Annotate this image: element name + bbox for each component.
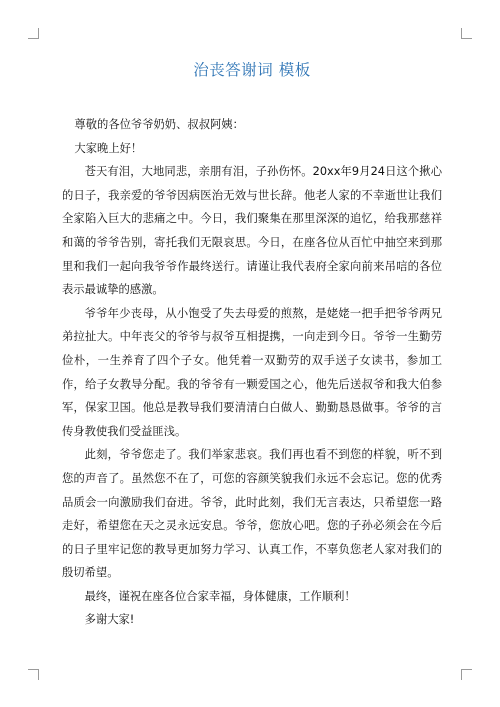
paragraph-mourning: 苍天有泪，大地同悲，亲朋有泪，子孙伤怀。20xx年9月24日这个揪心的日子，我亲爱的爷爷因病医治无效与世长辞。他老人家的不幸逝世让我们全家陷入巨大的悲痛之中。今日，我们聚集在那里深深的追忆，给我那慈祥和蔼的爷爷告别，寄托我们无限哀思。今日，在座各位从百忙中抽空来到那里和我们一起向我爷爷作最终送行。请谨让我代表府全家向前来吊唁的各位表示最诚挚的感激。	[62, 165, 442, 297]
crop-mark-bottom-left	[28, 669, 39, 680]
crop-mark-top-right	[461, 28, 472, 39]
salutation: 尊敬的各位爷爷奶奶、叔叔阿姨：	[74, 118, 244, 131]
greeting: 大家晚上好！	[74, 141, 143, 155]
paragraph-biography: 爷爷年少丧母，从小饱受了失去母爱的煎熬，是姥姥一把手把爷爷两兄弟拉扯大。中年丧父的爷爷与叔爷互相提携，一向走到今日。爷爷一生勤劳俭朴，一生养育了四个子女。他凭着一双勤劳的双手送子女读书，参加工作，给子女教导分配。我的爷爷有一颗爱国之心，他先后送叔爷和我大伯参军，保家卫国。他总是教导我们要清清白白做人、勤勤恳恳做事。爷爷的言传身教使我们受益匪浅。	[62, 306, 442, 438]
paragraph-farewell: 此刻，爷爷您走了。我们举家悲哀。我们再也看不到您的样貌，听不到您的声音了。虽然您不在了，可您的容颜笑貌我们永远不会忘记。您的优秀品质会一向激励我们奋进。爷爷，此时此刻，我们无言表达，只希望您一路走好，希望您在天之灵永远安息。爷爷，您放心吧。您的子孙必须会在今后的日子里牢记您的教导更加努力学习、认真工作，不辜负您老人家对我们的殷切希望。	[62, 448, 442, 580]
crop-mark-top-left	[28, 28, 39, 39]
paragraph-blessing: 最终，谨祝在座各位合家幸福，身体健康，工作顺利！	[84, 589, 356, 603]
document-page	[62, 58, 442, 632]
crop-mark-bottom-right	[461, 669, 472, 680]
document-title: 治丧答谢词 模板	[193, 61, 311, 79]
paragraph-thanks: 多谢大家!	[84, 613, 135, 627]
